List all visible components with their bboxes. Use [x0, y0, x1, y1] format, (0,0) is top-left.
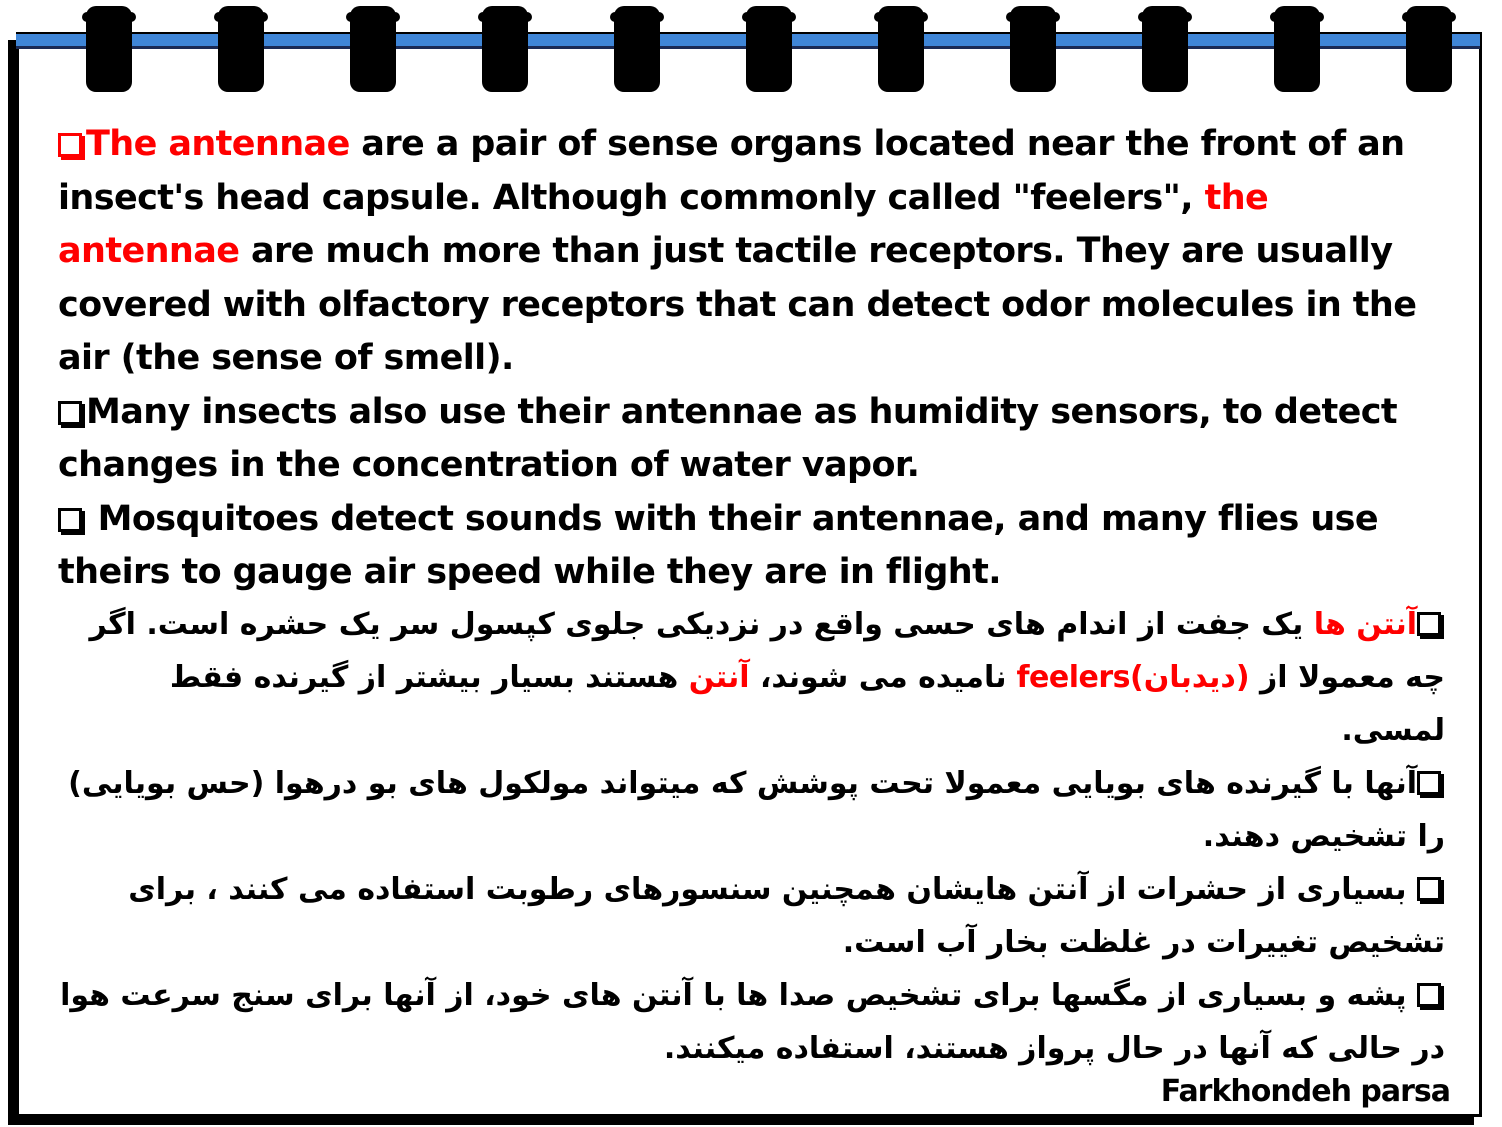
spiral-ring-icon [746, 6, 792, 92]
paragraph-text: are a pair of sense organs located near the front of an insect's head capsule. Although commonly called "feelers", [58, 124, 1405, 218]
checkbox-square-icon [1417, 983, 1441, 1007]
spiral-ring-icon [878, 6, 924, 92]
highlight-term: the antennae [58, 177, 1269, 271]
spiral-ring-icon [86, 6, 132, 92]
paragraph-text: پشه و بسیاری از مگسها برای تشخیص صدا ها با آنتن های خود، از آنها برای سنج سرعت هوا در حالی که آنها در حال پرواز هستند، استفاده میکنند. [60, 978, 1445, 1066]
highlight-term: The antennae [86, 124, 350, 164]
highlight-term: آنتن [688, 660, 750, 695]
persian-paragraph-4 [60, 969, 1445, 1075]
persian-paragraph-1 [60, 598, 1445, 757]
checkbox-square-icon [58, 401, 82, 425]
author-credit: Farkhondeh parsa [1160, 1074, 1450, 1109]
english-text-block [58, 118, 1448, 600]
english-paragraph-1 [58, 118, 1448, 386]
paragraph-text: نامیده می شوند، [749, 660, 1017, 695]
english-paragraph-3 [58, 493, 1448, 600]
checkbox-square-icon [1417, 771, 1441, 795]
checkbox-square-icon [58, 508, 82, 532]
spiral-ring-icon [218, 6, 264, 92]
spiral-ring-icon [482, 6, 528, 92]
checkbox-square-icon [1417, 612, 1441, 636]
paragraph-text: هستند بسیار بیشتر از گیرنده فقط لمسی. [169, 660, 1445, 748]
spiral-ring-icon [350, 6, 396, 92]
highlight-term: آنتن ها [1313, 607, 1417, 642]
persian-paragraph-2 [60, 757, 1445, 863]
spiral-ring-icon [1406, 6, 1452, 92]
spiral-ring-icon [1142, 6, 1188, 92]
paragraph-text: بسیاری از حشرات از آنتن هایشان همچنین سنسورهای رطوبت استفاده می کنند ، برای تشخیص تغییرات در غلظت بخار آب است. [128, 872, 1445, 960]
spiral-ring-icon [1010, 6, 1056, 92]
paragraph-text: Many insects also use their antennae as humidity sensors, to detect changes in the concentration of water vapor. [58, 391, 1398, 485]
highlight-term: (دیدبان)feelers [1016, 660, 1250, 695]
paragraph-text: آنها با گیرنده های بویایی معمولا تحت پوشش که میتواند مولکول های بو درهوا (حس بویایی) را تشخیص دهند. [68, 766, 1445, 854]
english-paragraph-2 [58, 386, 1448, 493]
persian-paragraph-3 [60, 863, 1445, 969]
checkbox-square-icon [1417, 877, 1441, 901]
spiral-ring-icon [614, 6, 660, 92]
checkbox-square-icon [58, 133, 82, 157]
paragraph-text: Mosquitoes detect sounds with their antennae, and many flies use theirs to gauge air speed while they are in flight. [58, 498, 1379, 592]
persian-text-block [60, 598, 1445, 1075]
paragraph-text: یک جفت از اندام های حسی واقع در نزدیکی جلوی کپسول سر یک حشره است. اگر چه معمولا از [89, 607, 1445, 695]
spiral-ring-icon [1274, 6, 1320, 92]
paragraph-text: are much more than just tactile receptors. They are usually covered with olfactory receptors that can detect odor molecules in the air (the sense of smell). [58, 231, 1417, 378]
